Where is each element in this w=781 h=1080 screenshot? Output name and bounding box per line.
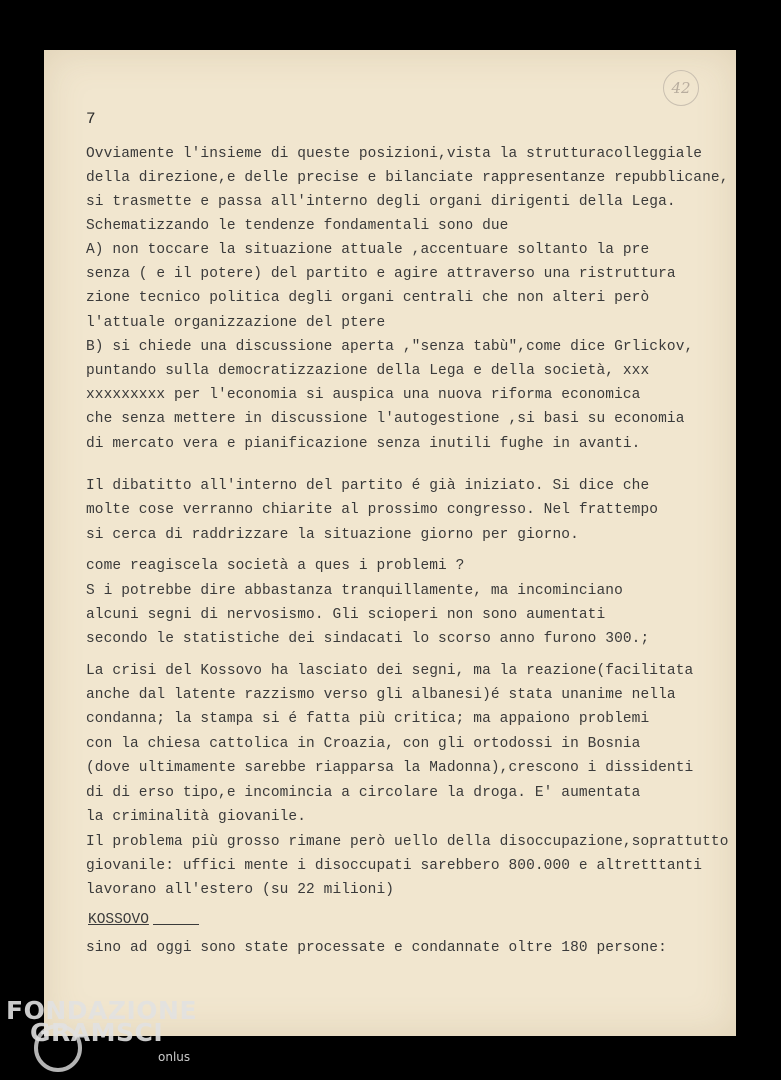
text-line: di mercato vera e pianificazione senza inutili fughe in avanti. [86,436,641,452]
watermark-onlus: onlus [158,1050,191,1064]
text-line: lavorano all'estero (su 22 milioni) [86,882,395,898]
text-line: La crisi del Kossovo ha lasciato dei segni, ma la reazione(facilitata [86,663,694,679]
text-line: si cerca di raddrizzare la situazione giorno per giorno. [86,527,579,543]
text-line: con la chiesa cattolica in Croazia, con gli ortodossi in Bosnia [86,736,641,752]
text-line: senza ( e il potere) del partito e agire attraverso una ristruttura [86,266,676,282]
text-line: si trasmette e passa all'interno degli organi dirigenti della Lega. [86,194,676,210]
text-line: secondo le statistiche dei sindacati lo scorso anno furono 300.; [86,631,650,647]
archive-page-stamp: 42 [663,70,699,106]
text-line: come reagiscela società a ques i problemi ? [86,558,465,574]
text-line: (dove ultimamente sarebbe riapparsa la Madonna),crescono i dissidenti [86,760,694,776]
text-line: xxxxxxxxx per l'economia si auspica una nuova riforma economica [86,387,641,403]
text-line: B) si chiede una discussione aperta ,"senza tabù",come dice Grlickov, [86,339,694,355]
text-line: alcuni segni di nervosismo. Gli scioperi non sono aumentati [86,607,606,623]
text-line: di di erso tipo,e incomincia a circolare la droga. E' aumentata [86,785,641,801]
text-line: puntando sulla democratizzazione della Lega e della società, xxx [86,363,650,379]
text-line: molte cose verranno chiarite al prossimo congresso. Nel frattempo [86,502,659,518]
text-line: condanna; la stampa si é fatta più critica; ma appaiono problemi [86,711,650,727]
text-line: giovanile: uffici mente i disoccupati sarebbero 800.000 e altretttanti [86,858,703,874]
section-heading: KOSSOVO [88,912,199,928]
text-line: Ovviamente l'insieme di queste posizioni,vista la strutturacolleggiale [86,146,703,162]
text-line: zione tecnico politica degli organi centrali che non alteri però [86,290,650,306]
text-line: della direzione,e delle precise e bilanciate rappresentanze repubblicane, [86,170,729,186]
text-line: l'attuale organizzazione del ptere [86,315,386,331]
page-number: 7 [86,110,96,128]
text-line: anche dal latente razzismo verso gli albanesi)é stata unanime nella [86,687,676,703]
text-line: S i potrebbe dire abbastanza tranquillamente, ma incominciano [86,583,623,599]
watermark-title: FONDAZIONE [6,996,198,1025]
text-line: Schematizzando le tendenze fondamentali sono due [86,218,509,234]
text-line: Il dibatitto all'interno del partito é già iniziato. Si dice che [86,478,650,494]
text-line: che senza mettere in discussione l'autogestione ,si basi su economia [86,411,685,427]
watermark-subtitle: GRAMSCI [30,1018,164,1047]
text-line: sino ad oggi sono state processate e condannate oltre 180 persone: [86,940,667,956]
text-line: Il problema più grosso rimane però uello della disoccupazione,soprattutto [86,834,729,850]
text-line: la criminalità giovanile. [86,809,307,825]
text-line: A) non toccare la situazione attuale ,accentuare soltanto la pre [86,242,650,258]
